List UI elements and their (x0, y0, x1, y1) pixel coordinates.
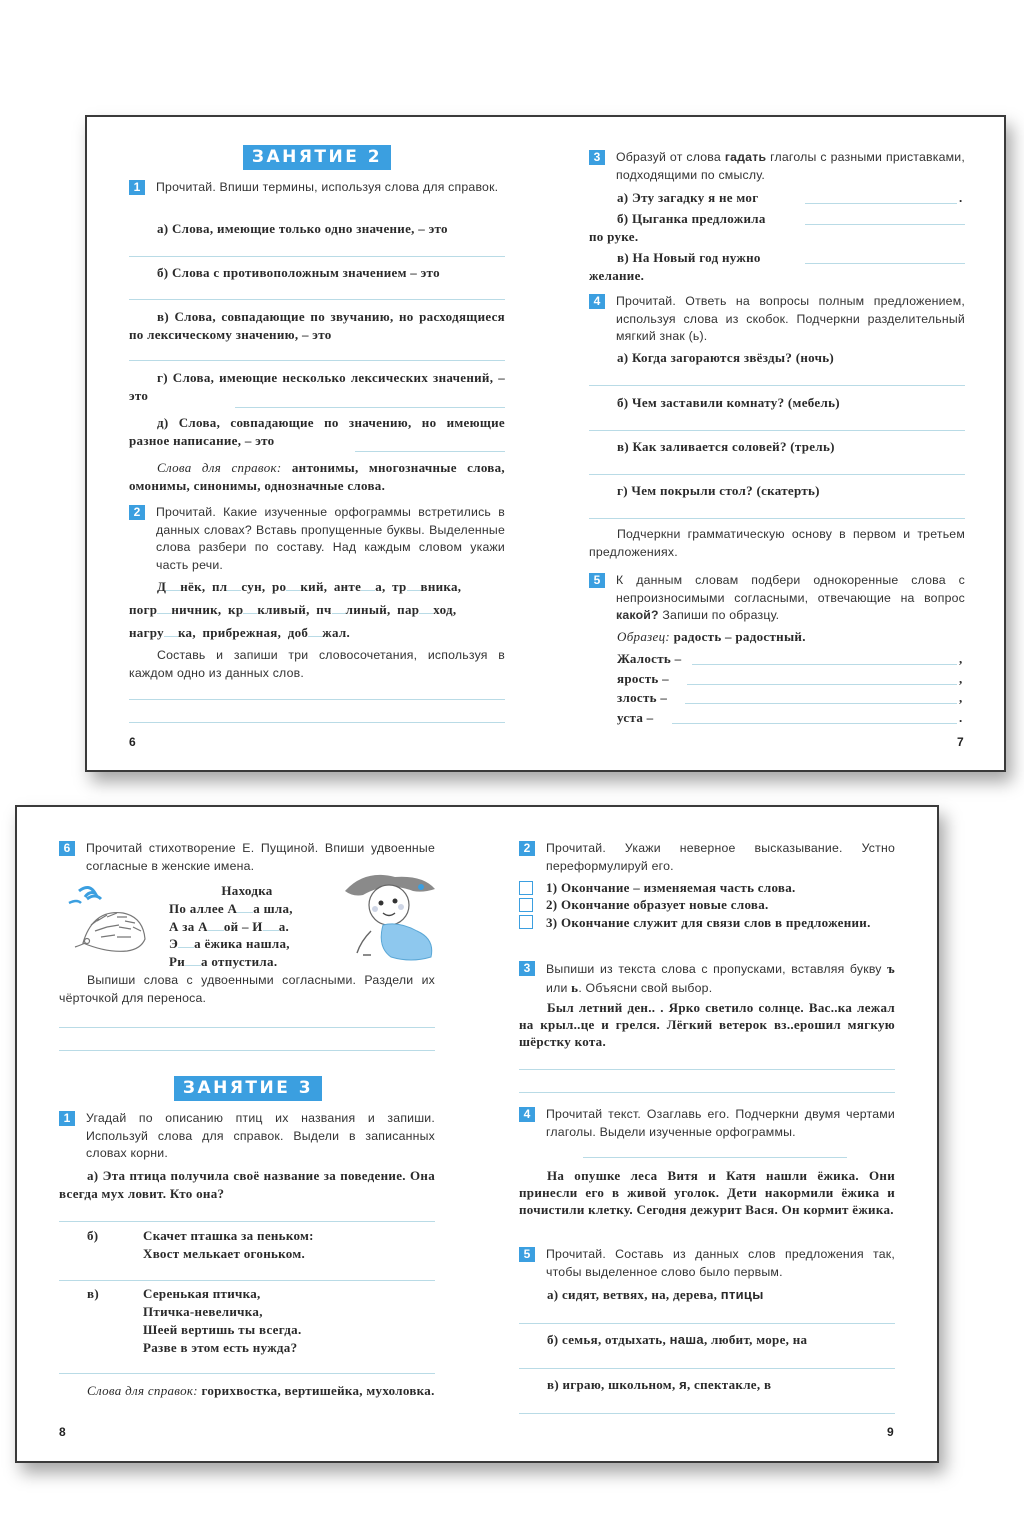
answer-line[interactable] (519, 1413, 895, 1414)
title-answer-line[interactable] (583, 1157, 847, 1158)
word-list-line-2 (129, 601, 505, 619)
answer-line[interactable] (519, 1323, 895, 1324)
item-g: г) Слова, имеющие несколько лексических значений, – это (129, 370, 505, 403)
task-4-text: На опушке леса Витя и Катя нашли ёжика. Они принесли его в живой уголок. Дети накормили ёжика и почистили клетку. Сегодня дежурит Вася. Он кормит ёжика. (519, 1168, 895, 1217)
lesson-2-title: ЗАНЯТИЕ 2 (243, 145, 391, 170)
blank[interactable] (157, 601, 171, 614)
riddle-line: Разве в этом есть нужда? (143, 1340, 298, 1355)
poem-title: Находка (221, 883, 273, 898)
blank[interactable] (332, 601, 346, 614)
blank[interactable] (286, 578, 300, 591)
riddle-a: а) Эта птица получила своё название за поведение. Она всегда мух ловит. Кто она? (59, 1168, 435, 1201)
task-instruction: Прочитай. Укажи неверное высказывание. Устно переформулируй его. (546, 841, 895, 873)
first-word: я (679, 1377, 687, 1392)
task-number-badge: 1 (59, 1111, 75, 1126)
riddle-b-label: б) (87, 1228, 99, 1243)
word-list: в) играю, школьном, (547, 1377, 676, 1392)
answer-line[interactable] (692, 664, 957, 665)
blank[interactable] (407, 578, 421, 591)
answer-line[interactable] (129, 256, 505, 257)
riddle-line: Шеей вертишь ты всегда. (143, 1322, 302, 1337)
riddle-v-label: в) (87, 1286, 99, 1301)
key-word: какой? (616, 608, 659, 622)
blank[interactable] (166, 578, 180, 591)
task-4 (589, 293, 965, 346)
word-fragment: нёк, (180, 579, 206, 594)
page-7 (547, 117, 1006, 770)
hard-sign: ъ (887, 961, 896, 976)
page-number: 7 (957, 735, 964, 749)
answer-line[interactable] (672, 723, 957, 724)
task-1-lesson-3 (59, 1110, 435, 1163)
item-v: в) Слова, совпадающие по звучанию, но расходящиеся по лексическому значению, – это (129, 309, 505, 342)
word-fragment: тр (392, 579, 407, 594)
task-4 (519, 1106, 895, 1141)
answer-line[interactable] (59, 1280, 435, 1281)
poem-line-3: Э а ёжика нашла, (169, 936, 290, 951)
page-number: 9 (887, 1425, 894, 1439)
task-number-badge: 4 (519, 1107, 535, 1122)
answer-line[interactable] (685, 703, 957, 704)
answer-line[interactable] (589, 385, 965, 386)
first-word: птицы (720, 1287, 764, 1302)
word-fragment: пар (397, 602, 420, 617)
instruction-text: К данным словам подбери однокоренные слова с непроизносимыми согласными, отвечающие на вопрос (616, 573, 965, 605)
reference-label: Слова для справок: (87, 1383, 198, 1398)
word-fragment: доб (287, 625, 309, 640)
word-fragment: прибрежная, (202, 625, 282, 640)
task-instruction: Прочитай текст. Озаглавь его. Подчеркни двумя чертами глаголы. Выдели изученные орфограммы. (546, 1107, 895, 1139)
task-instruction: Прочитай. Какие изученные орфограммы встретились в данных словах? Вставь пропущенные буквы. Выделенные слова разбери по составу. Над каждым словом укажи часть речи. (156, 505, 505, 572)
word-fragment: пл (212, 579, 228, 594)
answer-line[interactable] (59, 1050, 435, 1051)
blank[interactable] (419, 601, 433, 614)
option-3-checkbox[interactable] (519, 915, 533, 929)
blank[interactable] (208, 918, 224, 931)
option-1: 1) Окончание – изменяемая часть слова. (546, 880, 796, 895)
riddle-b (143, 1227, 314, 1263)
riddle-v (143, 1285, 302, 1357)
blank[interactable] (263, 918, 279, 931)
answer-line[interactable] (129, 699, 505, 700)
task-1 (129, 179, 505, 197)
question-b: б) Чем заставили комнату? (мебель) (617, 395, 840, 410)
workbook-spread-pages-8-9 (15, 805, 939, 1463)
reference-words (59, 1382, 435, 1400)
task-number-badge: 5 (519, 1247, 535, 1262)
answer-line[interactable] (129, 299, 505, 300)
answer-line[interactable] (805, 224, 965, 225)
task-2-sub-instruction: Составь и запиши три словосочетания, используя в каждом одно из данных слов. (129, 648, 505, 680)
word-fragment: ход, (433, 602, 457, 617)
task-5 (519, 1246, 895, 1281)
word-4: уста – (617, 710, 654, 725)
first-word: наша (669, 1332, 704, 1347)
option-3: 3) Окончание служит для связи слов в предложении. (546, 914, 871, 930)
word-list: , любит, море, на (703, 1332, 808, 1347)
word-fragment: анте (333, 579, 362, 594)
blank[interactable] (227, 578, 241, 591)
item-v-continuation: желание. (589, 268, 645, 283)
word-fragment: ничник, (171, 602, 222, 617)
task-number-badge: 2 (519, 841, 535, 856)
poem-line-1: По аллее А а шла, (169, 901, 293, 916)
word-list: а) сидят, ветвях, на, дерева, (547, 1287, 718, 1302)
item-b: б) Слова с противоположным значением – это (157, 265, 440, 280)
option-1-checkbox[interactable] (519, 881, 533, 895)
word-list-line-1 (157, 578, 505, 596)
word-fragment: погр (129, 602, 158, 617)
task-instruction: Угадай по описанию птиц их названия и запиши. Используй слова для справок. Выдели в записанных словах корни. (86, 1111, 435, 1160)
task-6 (59, 840, 435, 875)
task-3 (589, 149, 965, 184)
blank[interactable] (185, 953, 201, 966)
item-a: а) Эту загадку я не мог (617, 190, 759, 205)
riddle-line: Хвост мелькает огоньком. (143, 1246, 306, 1261)
task-3-text: Был летний ден.. . Ярко светило солнце. Вас..ка лежал на крыл..це и грелся. Лёгкий ветерок вз..ерошил мягкую шёрстку кота. (519, 1000, 895, 1049)
answer-line[interactable] (129, 360, 505, 361)
answer-line[interactable] (589, 430, 965, 431)
word-list: б) семья, отдыхать, (547, 1332, 667, 1347)
workbook-spread-pages-6-7 (85, 115, 1006, 772)
options-list (546, 879, 895, 931)
task-2 (129, 504, 505, 574)
answer-line[interactable] (59, 1221, 435, 1222)
instruction-text: Запиши по образцу. (662, 608, 780, 622)
instruction-text: глаголы с разными приставками, подходящими по смыслу. (616, 150, 965, 182)
task-instruction: Прочитай. Ответь на вопросы полным предложением, используя слова из скобок. Подчеркни разделительный мягкий знак (ь). (616, 294, 965, 343)
word-2: ярость – (617, 671, 669, 686)
answer-line[interactable] (59, 1373, 435, 1374)
answer-line[interactable] (589, 518, 965, 519)
key-word: гадать (724, 150, 767, 164)
page-number: 6 (129, 735, 136, 749)
blank[interactable] (237, 900, 253, 913)
question-v: в) Как заливается соловей? (трель) (617, 439, 835, 454)
item-v: в) На Новый год нужно (617, 250, 761, 265)
task-number-badge: 2 (129, 505, 145, 520)
word-3: злость – (617, 690, 668, 705)
riddle-line: Серенькая птичка, (143, 1286, 261, 1301)
answer-line[interactable] (805, 263, 965, 264)
task-3 (519, 960, 895, 997)
task-instruction: Прочитай стихотворение Е. Пущиной. Впиши удвоенные согласные в женские имена. (86, 841, 435, 873)
reference-label: Слова для справок: (157, 460, 282, 475)
word-fragment: кливый, (257, 602, 310, 617)
punctuation: . (959, 710, 963, 725)
soft-sign: ь (571, 979, 579, 995)
task-instruction: Прочитай. Впиши термины, используя слова для справок. (156, 180, 499, 194)
option-2-checkbox[interactable] (519, 898, 533, 912)
option-2: 2) Окончание образует новые слова. (546, 897, 769, 913)
task-6-sub-instruction: Выпиши слова с удвоенными согласными. Раздели их чёрточкой для переноса. (59, 973, 435, 1005)
blank[interactable] (178, 935, 194, 948)
answer-line[interactable] (519, 1368, 895, 1369)
poem (169, 900, 293, 970)
word-fragment: вника, (420, 579, 462, 594)
poem-line-2: А за А ой – И а. (169, 918, 290, 934)
answer-line[interactable] (519, 1069, 895, 1070)
answer-line[interactable] (235, 407, 505, 408)
question-a: а) Когда загораются звёзды? (ночь) (617, 350, 835, 365)
word-fragment: нагру (129, 625, 164, 640)
task-instruction (616, 572, 965, 625)
word-fragment: Д (157, 579, 167, 594)
sample-label: Образец: (617, 629, 670, 644)
instruction-text: Выпиши из текста слова с пропусками, вставляя букву (546, 962, 882, 976)
word-fragment: кий, (300, 579, 328, 594)
instruction-text: . Объясни свой выбор. (578, 980, 713, 995)
blank[interactable] (361, 578, 375, 591)
task-number-badge: 3 (589, 150, 605, 165)
sample (617, 628, 806, 646)
page-9 (479, 807, 937, 1461)
page-6 (87, 117, 547, 770)
word-list: , спектакле, в (686, 1377, 772, 1392)
task-number-badge: 1 (129, 180, 145, 195)
riddle-line: Скачет пташка за пеньком: (143, 1228, 314, 1243)
hedgehog-illustration (61, 881, 151, 961)
answer-line[interactable] (687, 684, 957, 685)
word-fragment: линый, (345, 602, 391, 617)
answer-line[interactable] (519, 1092, 895, 1093)
reference-list: антонимы, многозначные слова, омонимы, синонимы, однозначные слова. (129, 460, 505, 493)
task-instruction: Прочитай. Составь из данных слов предложения так, чтобы выделенное слово было первым. (546, 1247, 895, 1279)
task-number-badge: 3 (519, 961, 535, 976)
item-a: а) Слова, имеющие только одно значение, – это (157, 221, 448, 236)
answer-line[interactable] (355, 451, 505, 452)
task-5 (589, 572, 965, 625)
poem-line-4: Ри а отпустила. (169, 953, 278, 969)
punctuation: . (959, 190, 963, 205)
word-fragment: кр (228, 602, 244, 617)
answer-line[interactable] (129, 722, 505, 723)
sentence-item-v (547, 1376, 771, 1394)
task-instruction (616, 149, 965, 184)
word-fragment: а, (375, 579, 386, 594)
word-list-line-3 (129, 624, 505, 642)
instruction-text: Образуй от слова (616, 150, 721, 164)
page-number: 8 (59, 1425, 66, 1439)
word-fragment: ка, (177, 625, 196, 640)
punctuation: , (959, 671, 963, 686)
girl-illustration (335, 871, 441, 967)
riddle-line: Птичка-невеличка, (143, 1304, 263, 1319)
item-d: д) Слова, совпадающие по значению, но имеющие разное написание, – это (129, 415, 505, 448)
reference-words (129, 459, 505, 495)
blank[interactable] (164, 624, 178, 637)
task-number-badge: 6 (59, 841, 75, 856)
sentence-item-b (547, 1331, 807, 1349)
lesson-3-title: ЗАНЯТИЕ 3 (174, 1076, 322, 1101)
task-instruction (546, 960, 895, 997)
task-number-badge: 4 (589, 294, 605, 309)
punctuation: , (959, 690, 963, 705)
answer-line[interactable] (59, 1027, 435, 1028)
sample-text: радость – радостный. (673, 629, 806, 644)
page-8 (17, 807, 479, 1461)
instruction-text: или (546, 980, 568, 995)
word-fragment: жал. (322, 625, 351, 640)
blank[interactable] (308, 624, 322, 637)
answer-line[interactable] (805, 203, 957, 204)
word-fragment: пч (316, 602, 332, 617)
sentence-item-a (547, 1286, 764, 1304)
blank[interactable] (243, 601, 257, 614)
word-1: Жалость – (617, 651, 682, 666)
reference-list: горихвостка, вертишейка, мухоловка. (201, 1383, 435, 1398)
task-2 (519, 840, 895, 875)
task-4-sub-instruction: Подчеркни грамматическую основу в первом и третьем предложениях. (589, 527, 965, 559)
question-g: г) Чем покрыли стол? (скатерть) (617, 483, 820, 498)
item-b-continuation: по руке. (589, 229, 639, 244)
punctuation: , (959, 651, 963, 666)
item-b: б) Цыганка предложила (617, 211, 766, 226)
task-number-badge: 5 (589, 573, 605, 588)
word-fragment: сун, (241, 579, 266, 594)
answer-line[interactable] (589, 474, 965, 475)
word-fragment: ро (272, 579, 287, 594)
